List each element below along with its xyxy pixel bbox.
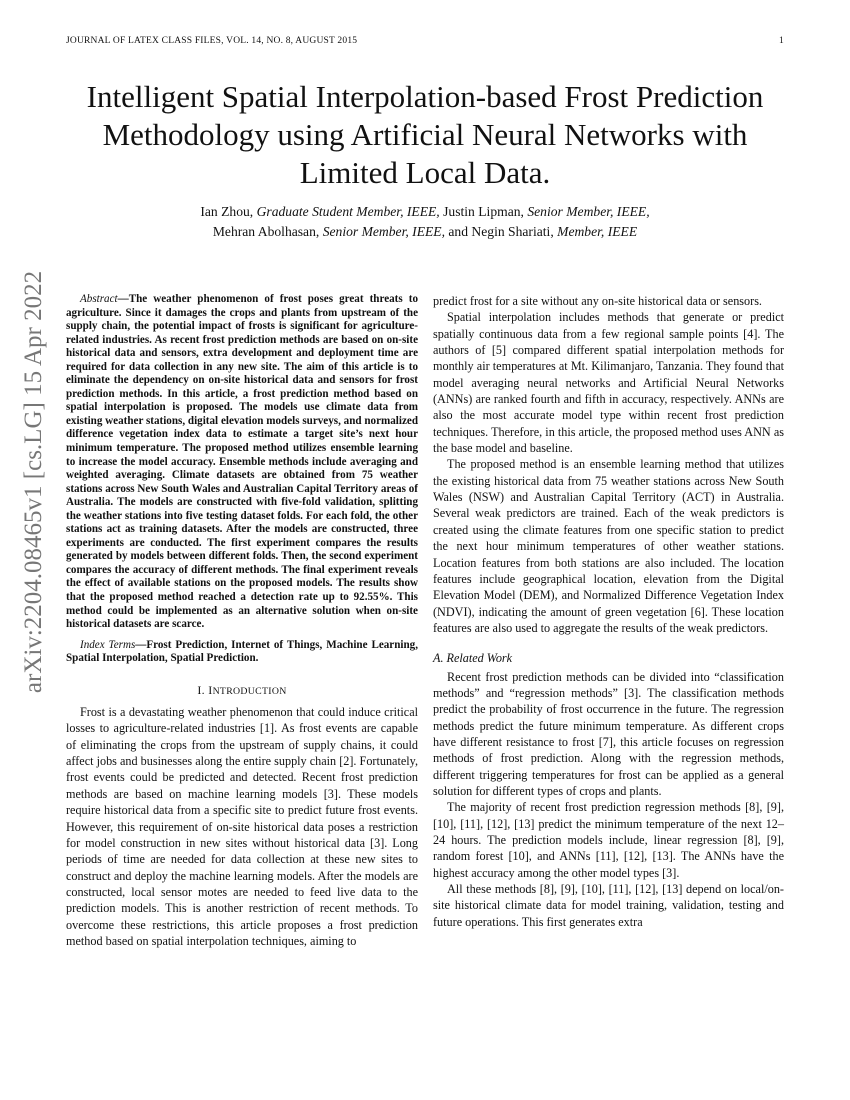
index-terms-label: Index Terms [80,638,136,651]
arxiv-stamp [6,270,62,694]
intro-paragraph: Frost is a devastating weather phenomenon that could induce critical losses to agriculture-related industries [1]. As frost events are capable of eliminating the crops from the upstream of supply chains, it could affect jobs and businesses along the entire supply chain [2]. Fortunately, frost events could be predicted and detected. Recent frost prediction methods are based on machine learning models [3]. These models require historical data from a specific site to predict future frost events. However, this requirement of on-site historical data poses a restriction for model construction in new sites without historical data [3]. Long periods of time are needed for data collection at these new sites to construct and deploy the machine learning models. After the models are constructed, local sensor motes are needed to feed live data to the prediction models. This is another restriction of recent methods. To overcome these restrictions, this article proposes a frost prediction method based on spatial interpolation techniques, aiming to [66,705,418,948]
abstract [66,293,418,632]
page-number: 1 [779,36,784,46]
author-name: Justin Lipman, [439,204,528,219]
author-affiliation: Member, IEEE [557,224,638,239]
body-paragraph: Recent frost prediction methods can be divided into “classification methods” and “regression methods” [3]. The classification methods predict the probability of frost occurrence in the future. The regression methods predict the future minimum temperature. As different crops have different resistance to frost [7], this article focuses on regression methods of frost prediction. Along with the regression methods, different triggering temperatures for frost can be applied as a general solution for different types of crops and plants. [433,669,784,798]
author-name: and Negin Shariati, [445,224,558,239]
abstract-text: —The weather phenomenon of frost poses great threats to agriculture. Since it damages the crops and plants from upstream of the supply chain, the potential impact of frosts is significant for agriculture-related industries. As recent frost prediction methods are based on on-site historical data and sensors, extra development and deployment time are required for data collection in any new site. The aim of this article is to eliminate the dependency on on-site historical data and sensors for frost prediction methods. In this article, a frost prediction method based on spatial interpolation is proposed. The models use climate data from existing weather stations, digital elevation models surveys, and normalized difference vegetation index data to estimate a target site’s next hour minimum temperature. The proposed method utilizes ensemble learning to increase the model accuracy. Ensemble methods include averaging and weighted averaging. Climate datasets are obtained from 75 weather stations across New South Wales and Australian Capital Territory areas of Australia. The models are constructed with five-fold validation, splitting the weather stations into five testing dataset folds. For each fold, the other stations act as training datasets. After the models are constructed, three experiments are conducted. The first experiment compares the results generated by models between different folds. Then, the second experiment compares the accuracy of different methods. The final experiment reveals the effect of available stations on the proposed models. The results show that the proposed method reached a detection rate up to 92.55%. This method could be implemented as an alternative solution when on-site historical datasets are scarce. [66,293,418,631]
body-paragraph: predict frost for a site without any on-site historical data or sensors. [433,294,762,308]
abstract-label: Abstract [80,293,118,305]
left-column [66,293,418,949]
author-list [60,202,790,242]
author-name: Ian Zhou, [200,204,257,219]
journal-name: JOURNAL OF LATEX CLASS FILES, VOL. 14, NO. 8, AUGUST 2015 [66,36,358,46]
index-terms [66,639,418,666]
body-paragraph: The proposed method is an ensemble learning method that utilizes the existing historical data from 75 weather stations across New South Wales (NSW) and Australian Capital Territory (ACT) in Australia. Several weak predictors are trained. Each of the weak predictors is created using the climate features from one specific station to predict the next hour minimum temperatures of other weather stations. Location features from both stations are also included. The location features include geographical location, elevation from the Digital Elevation Model (DEM), and Normalized Difference Vegetation Index (NDVI), indicating the amount of green vegetation [6]. These location features are also used to aggregate the results of the weak predictors. [433,457,784,635]
paper-title: Intelligent Spatial Interpolation-based Frost Prediction Methodology using Artificial Neural Networks with Limited Local Data. [86,79,764,190]
right-column [433,293,784,930]
index-terms-text: —Frost Prediction, Internet of Things, Machine Learning, Spatial Interpolation, Spatial Prediction. [66,638,418,665]
author-affiliation: Graduate Student Member, IEEE, [256,204,440,219]
arxiv-identifier: arXiv:2204.08465v1 [cs.LG] 15 Apr 2022 [20,270,47,694]
section-heading-introduction: I. INTRODUCTION [197,682,287,697]
author-affiliation: Senior Member, IEEE, [322,224,445,239]
author-name: Mehran Abolhasan, [212,224,323,239]
body-paragraph: Spatial interpolation includes methods that generate or predict spatially continuous data from a few regional sample points [4]. The authors of [5] compared different spatial interpolation methods for monthly air temperatures at Mt. Kilimanjaro, Tanzania. They found that model averaging neural networks and Artificial Neural Networks (ANNs) are ranked fourth and fifth in accuracy, respectively. ANNs are also the most accurate model type within recent frost prediction techniques. Therefore, in this article, the proposed method uses ANN as the base model and baseline. [433,310,784,456]
body-paragraph: The majority of recent frost prediction regression methods [8], [9], [10], [11], [12], [13] predict the minimum temperature of the next 12–24 hours. The prediction models include, linear regression [8], [9], random forest [10], and ANNs [11], [12], [13]. The ANNs have the highest accuracy among the other model types [3]. [433,800,784,880]
subsection-heading-related-work: A. Related Work [433,651,513,666]
author-affiliation: Senior Member, IEEE, [527,204,650,219]
body-paragraph: All these methods [8], [9], [10], [11], [12], [13] depend on local/on-site historical climate data for model training, validation, testing and future operations. This first generates extra [433,882,784,929]
running-header [66,36,784,50]
